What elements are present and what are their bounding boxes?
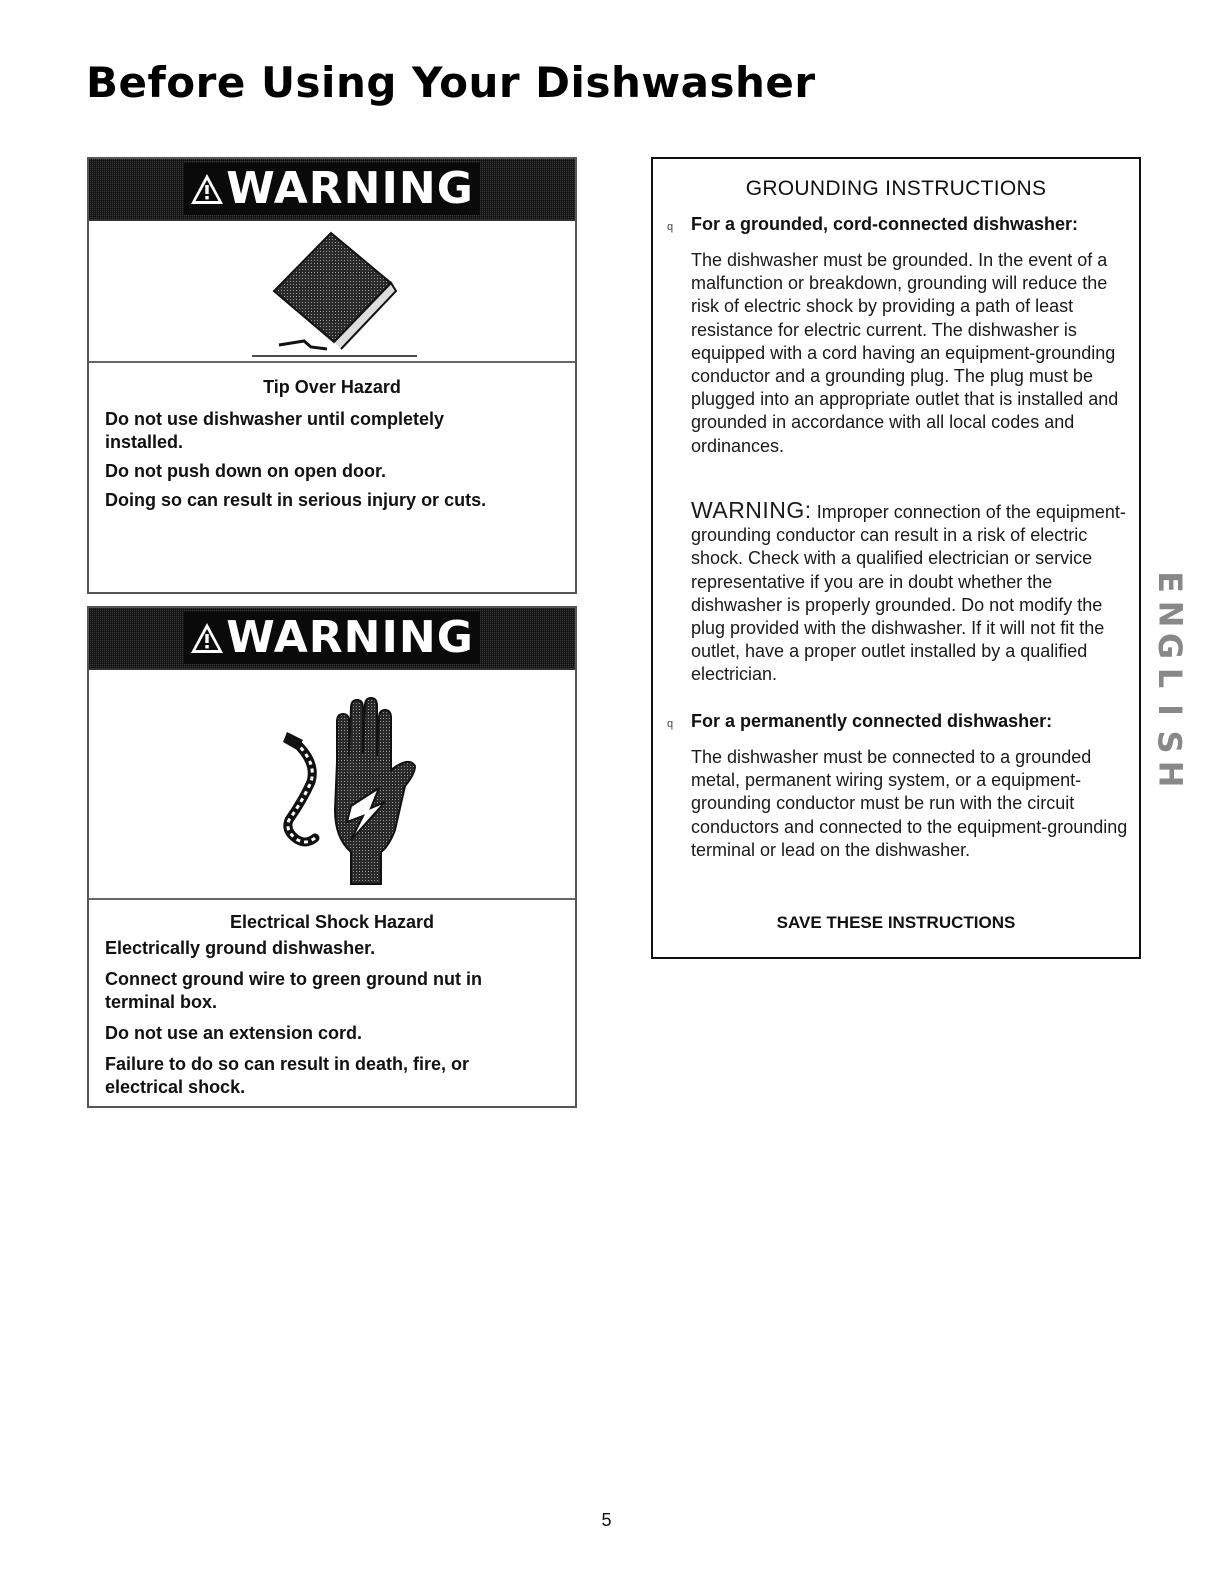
bullet-marker: q: [667, 221, 674, 233]
side-tab-letter: G: [1150, 632, 1189, 660]
tip-over-hazard-title: Tip Over Hazard: [263, 377, 401, 397]
side-tab-letter: L: [1150, 667, 1189, 689]
page-title: Before Using Your Dishwasher: [86, 58, 816, 107]
shock-line-2: Connect ground wire to green ground nut in: [105, 969, 482, 989]
language-side-tab: [1150, 566, 1190, 786]
side-tab-letter: N: [1151, 600, 1189, 628]
tip-over-line-1: Do not use dishwasher until completely: [105, 409, 445, 429]
warning-banner-text: WARNING: [226, 163, 474, 214]
permanent-heading: For a permanently connected dishwasher:: [691, 711, 1053, 731]
tip-over-pictogram-area: [89, 221, 575, 363]
grounding-instructions-box: [651, 157, 1141, 959]
warning-paragraph: [691, 499, 1131, 687]
shock-line-6: electrical shock.: [105, 1077, 246, 1097]
tip-over-hazard-icon: [89, 221, 579, 361]
warning-word: WARNING:: [691, 497, 812, 523]
shock-line-4: Do not use an extension cord.: [105, 1023, 363, 1043]
side-tab-letter: E: [1150, 571, 1189, 593]
tip-over-line-2: installed.: [105, 432, 184, 452]
permanent-paragraph: The dishwasher must be connected to a grounded metal, permanent wiring system, or a equipment-grounding conductor must be run with the circuit conductors and connected to the equipment-grounding terminal or lead on the dishwasher.: [691, 747, 1128, 860]
warning-banner: [89, 608, 575, 670]
electrical-shock-hazard-icon: [89, 670, 579, 898]
grounding-title: GROUNDING INSTRUCTIONS: [745, 177, 1047, 200]
side-tab-letter: I: [1151, 704, 1189, 716]
electrical-shock-warning-box: [87, 606, 577, 1108]
alert-triangle-icon: [190, 172, 224, 206]
side-tab-letter: H: [1151, 760, 1189, 788]
tip-over-line-3: Do not push down on open door.: [105, 461, 386, 481]
side-tab-letter: S: [1150, 730, 1189, 754]
shock-pictogram-area: [89, 670, 575, 900]
corded-paragraph: The dishwasher must be grounded. In the event of a malfunction or breakdown, grounding will reduce the risk of electric shock by providing a path of least resistance for electric current. The dishwasher is equipped with a cord having an equipment-grounding conductor and a grounding plug. The plug must be plugged into an appropriate outlet that is installed and grounded in accordance with all local codes and ordinances.: [691, 250, 1119, 456]
alert-triangle-icon: [190, 621, 224, 655]
shock-line-1: Electrically ground dishwasher.: [105, 938, 376, 958]
tip-over-line-4: Doing so can result in serious injury or cuts.: [105, 490, 487, 510]
corded-heading: For a grounded, cord-connected dishwasher:: [691, 214, 1079, 234]
shock-line-3: terminal box.: [105, 992, 218, 1012]
warning-banner: [89, 159, 575, 221]
shock-line-5: Failure to do so can result in death, fire, or: [105, 1054, 470, 1074]
bullet-marker: q: [667, 718, 674, 730]
tip-over-warning-box: [87, 157, 577, 594]
warning-banner-text: WARNING: [226, 612, 474, 663]
save-instructions: SAVE THESE INSTRUCTIONS: [776, 913, 1016, 932]
warning-text: Improper connection of the equipment-grounding conductor can result in a risk of electric shock. Check with a qualified electrician or service representative if you are in doubt whether the dishwasher is properly grounded. Do not modify the plug provided with the dishwasher. If it will not fit the outlet, have a proper outlet installed by a qualified electrician.: [691, 502, 1126, 685]
page-number: 5: [601, 1510, 612, 1530]
shock-hazard-title: Electrical Shock Hazard: [229, 912, 435, 932]
